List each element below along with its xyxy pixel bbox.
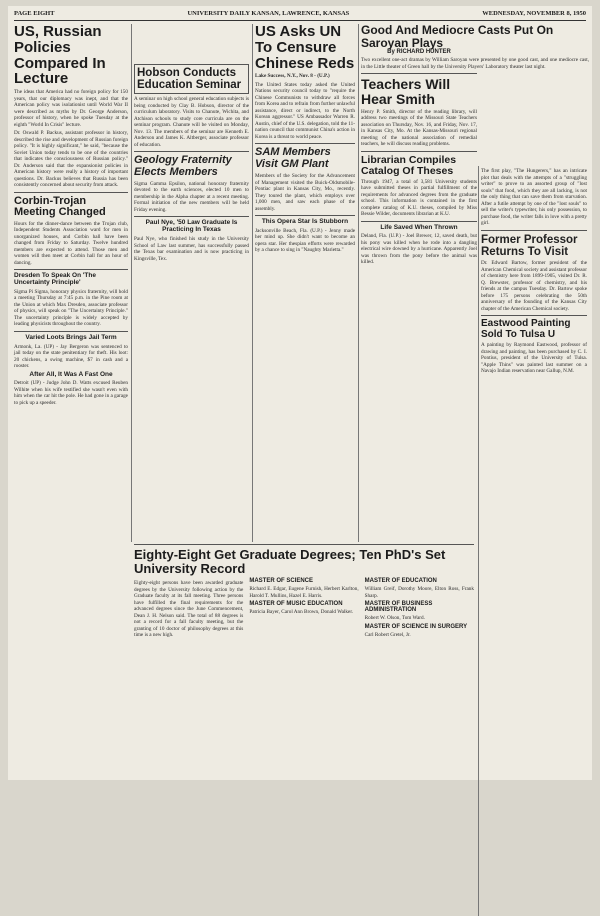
page-number: PAGE EIGHT [14, 10, 55, 17]
column-rule [478, 166, 479, 916]
grad-body: Eighty-eight persons have been awarded graduate degrees by the University following action by the Graduate faculty at its fall meeting. Three persons have fulfilled the final requirements for the advanced degrees since the June Commencement, Dean J. H. Nelson said. The total of 88 degrees is not a record for a fall faculty meeting, but the granting of 10 doctor of philosophy degrees at this time is a new high. [134, 580, 244, 639]
degree-label: MASTER OF EDUCATION [364, 578, 437, 585]
corbin-body: Hours for the dinner-dance between the Trojan club, Independent Students Association ward for men in unorganized houses, and Corbin hall have been changed from Friday to Saturday. Twelve hundred members are expected to attend. Those men and women will then meet at Corbin hall for an hour of dancing. [14, 220, 128, 266]
column-five [481, 166, 587, 774]
varied-headline: Varied Loots Brings Jail Term [25, 333, 117, 341]
teachers-body: Henry P. Smith, director of the reading library, will address two meetings of the Missouri State Teachers association on Thursday, Nov. 16, and Friday, Nov. 17, in Kansas City, Mo. At the Kansas-Missouri regional meeting of the national association of remedial teachers, he will discuss reading problems. [361, 108, 477, 148]
us-russia-lead: The ideas that America had no foreign policy for 150 years, that our diplomacy was inept, and that the American policy was isolationist until World War II were described as myths by Dr. George Anderson, professor of history, when he spoke Tuesday at the eighth "World In Crisis" lecture. [14, 89, 128, 128]
paul-body: Paul Nye, who finished his study in the University School of Law last summer, has successfully passed the Texas bar examination and is now practicing in Kingsville, Tex. [134, 236, 249, 262]
saved-headline: Life Saved When Thrown [380, 223, 458, 231]
good-byline: By RICHARD HUNTER [387, 49, 451, 56]
library-headline: Librarian Compiles Catalog Of Theses [361, 153, 457, 177]
after-all-headline: After All, It Was A Fast One [29, 370, 113, 378]
saved-body: Deland, Fla. (U.P.) - Joel Brewer, 12, saved death, but his pony was killed when he rode into a dangling electrical wire downed by a hurricane. Apparently Joel was thrown from the pony before the animal was killed. [361, 233, 477, 266]
column-rule [131, 24, 132, 542]
degree-label: MASTER OF BUSINESS ADMINISTRATION [364, 601, 433, 614]
column-three [255, 24, 355, 542]
after-all-body: Detroit (UP) - Judge John D. Watts excused Reuben Wilhite when his wife testified she wasn't even with him when the car hit the pole. He had gone in a garage to pick up a speeder. [14, 380, 128, 406]
degree-label: MASTER OF MUSIC EDUCATION [249, 601, 343, 608]
paper-name: UNIVERSITY DAILY KANSAN, LAWRENCE, KANSAS [187, 10, 350, 17]
good-body: Two excellent one-act dramas by William Saroyan were presented by one good cast, and one mediocre cast, in the Little theater of Green hall by the University Players' Laboratory theater last night. [361, 57, 589, 70]
page-header [14, 10, 586, 21]
opera-body: Jacksonville Beach, Fla. (U.P.) - Jenny made her mind up. She didn't want to become an opera star. Her thespian efforts were rewarded by a chance to sing in "Naughty Marietta." [255, 227, 355, 254]
plays-continued-body: The first play, "The Hungerers," has an intricate plot that deals with the attempts of a "struggling writer" to prove to an assorted group of "lost souls" that food, which they are all lacking, is not the only thing that can save them from starvation. After a futile attempt by one of the "lost souls" to sell the writer's typewriter, his only possession, to purchase food, the writer falls in love with a pretty girl. [481, 168, 587, 226]
asks-headline: US Asks UN To Censure Chinese Reds [255, 23, 355, 72]
eastwood-headline: Eastwood Painting Sold To Tulsa U [481, 318, 571, 340]
column-rule [252, 24, 253, 542]
issue-date: WEDNESDAY, NOVEMBER 8, 1950 [482, 10, 586, 17]
good-headline: Good And Mediocre Casts Put On Saroyan Plays [361, 23, 554, 50]
asks-dateline: Lake Success, N.Y., Nov. 8 - (U.P.) [255, 73, 330, 80]
geology-body: Sigma Gamma Epsilon, national honorary fraternity devoted to the earth sciences, elected 10 men to membership in the Alpha chapter at a recent meeting. Formal initiation of the new members will be held Friday evening. [134, 180, 249, 213]
eastwood-body: A painting by Raymond Eastwood, professor of drawing and painting, has been purchased by C. I. Pontius, president of the University of Tulsa. "Apple Thins" was painted last summer on a Navajo Indian reservation near Gallup, N.M. [481, 342, 587, 375]
degree-label: MASTER OF SCIENCE [249, 578, 313, 585]
column-one [14, 24, 128, 776]
asks-body: The United States today asked the United Nations security council today to "require the Chinese Communists to withdraw all forces from Korea and to refrain from further unlawful assistance, direct or indirect, to the North Korean aggressor." US Ambassador Warren R. Austin, chief of the U.S. delegation, told the 11-nation council that communist China's action in Korea is a threat to world peace. [255, 81, 355, 140]
graduate-degrees-story: Eighty-Eight Get Graduate Degrees; Ten PhD's Set University Record Eighty-eight persons have been awarded graduate degrees by the University following action by the Graduate faculty at its fall meeting. Three persons have fulfilled the final requirements for the advanced degrees since the June Commencement, Dean J. H. Nelson said. The total of 88 degrees is not a record for a fall faculty meeting, but the granting of 10 doctor of philosophy degrees at this time is a new high. MASTER OF SCIENCE Richard E. Edgar, Eugene Furnish, Herbert Karlton, Harold T. Mullins, Hazel E. Harris. MASTER OF MUSIC EDUCATION Patricia Bayer, Carol Ann Brown, Donald Walker. MASTER OF EDUCATION William Greif, Dorothy Moore, Elton Ross, Frank Sharp. MASTER OF BUSINESS ADMINISTRATION Robert W. Olson, Tom Ward. MASTER OF SCIENCE IN SURGERY Carl Robert Gretel, Jr. [134, 544, 474, 777]
us-russia-headline: US, Russian Policies Compared In Lecture [14, 23, 106, 88]
degree-label: MASTER OF SCIENCE IN SURGERY [364, 623, 468, 630]
opera-headline: This Opera Star Is Stubborn [261, 218, 349, 225]
former-headline: Former Professor Returns To Visit [481, 233, 578, 258]
column-rule [358, 24, 359, 542]
paul-headline: Paul Nye, '50 Law Graduate Is Practicing In Texas [145, 219, 238, 234]
teachers-headline: Teachers Will Hear Smith [361, 76, 451, 107]
newspaper-page [8, 6, 592, 780]
hobson-box [134, 64, 249, 94]
hobson-body: A seminar on high school general education subjects is being conducted by Clay B. Hobson, director of the curriculum laboratory. Visits to Chanute, Wichita, and Atchison schools to study core curricula are on the seminar program. Chanute will be visited on Monday, Nov. 13. The members of the seminar are Kenneth E. Anderson and James K. Altberger, associate professor of education. [134, 96, 249, 148]
sam-headline: SAM Members Visit GM Plant [255, 146, 331, 171]
library-body: Through 1947, a total of 3,581 University students have submitted theses in partial fulfillment of the requirements for advanced degrees from the graduate school. This information is contained in the first complete catalog of K.U. theses, compiled by Miss Bessie Wilder, documents librarian at K.U. [361, 178, 477, 218]
dresden-body: Sigma Pi Sigma, honorary physics fraternity, will hold a meeting Thursday at 7:45 p.m. in the Pine room at the Union at which Max Dresden, associate professor of physics, will speak on "The Uncertainty Principle." The uncertainty principle is widely accepted by leading physicists throughout the country. [14, 288, 128, 328]
corbin-headline: Corbin-Trojan Meeting Changed [14, 194, 106, 219]
grad-headline: Eighty-Eight Get Graduate Degrees; Ten PhD's Set University Record [134, 547, 446, 576]
hobson-headline: Hobson Conducts Education Seminar [137, 67, 242, 92]
sam-body: Members of the Society for the Advancement of Management visited the Buick-Oldsmobile-Pontiac plant in Kansas City, Mo., recently. They toured the plant, which employs over 1,000 men, and saw each phase of the assembly. [255, 173, 355, 212]
dresden-headline: Dresden To Speak On 'The Uncertainty Principle' [14, 272, 96, 286]
varied-body: Armonk, La. (UP) - Jay Bergeron was sentenced to jail today on the state penitentiary for theft. His loot: 20 chickens, a swing machine, $7 in cash and a rooster. [14, 343, 128, 370]
geology-headline: Geology Fraternity Elects Members [134, 154, 232, 178]
former-body: Dr. Edward Bartow, former president of the American Chemical society and assistant professor of chemistry here from 1899-1905, visited Dr. R. Q. Brewster, professor of chemistry, and his friends at the campus Tuesday. Dr. Bartow spoke before 175 persons celebrating the 50th anniversary of the founding of the Kansas City chapter of the American Chemical society. [481, 260, 587, 312]
column-two [134, 24, 249, 542]
us-russia-body: Dr. Oswald P. Backus, assistant professor in history, described the rise and development of Russian foreign policy. "It is highly significant," he said, "because the Soviet Union today tends to be one of the countries that indicates the consciousness of Russian policy." Dr. Anderson said that the expansionist policies in American history were really a history of important questions. Dr. Backus believes that Russia has been consistently concerned about security from attack. [14, 130, 128, 188]
